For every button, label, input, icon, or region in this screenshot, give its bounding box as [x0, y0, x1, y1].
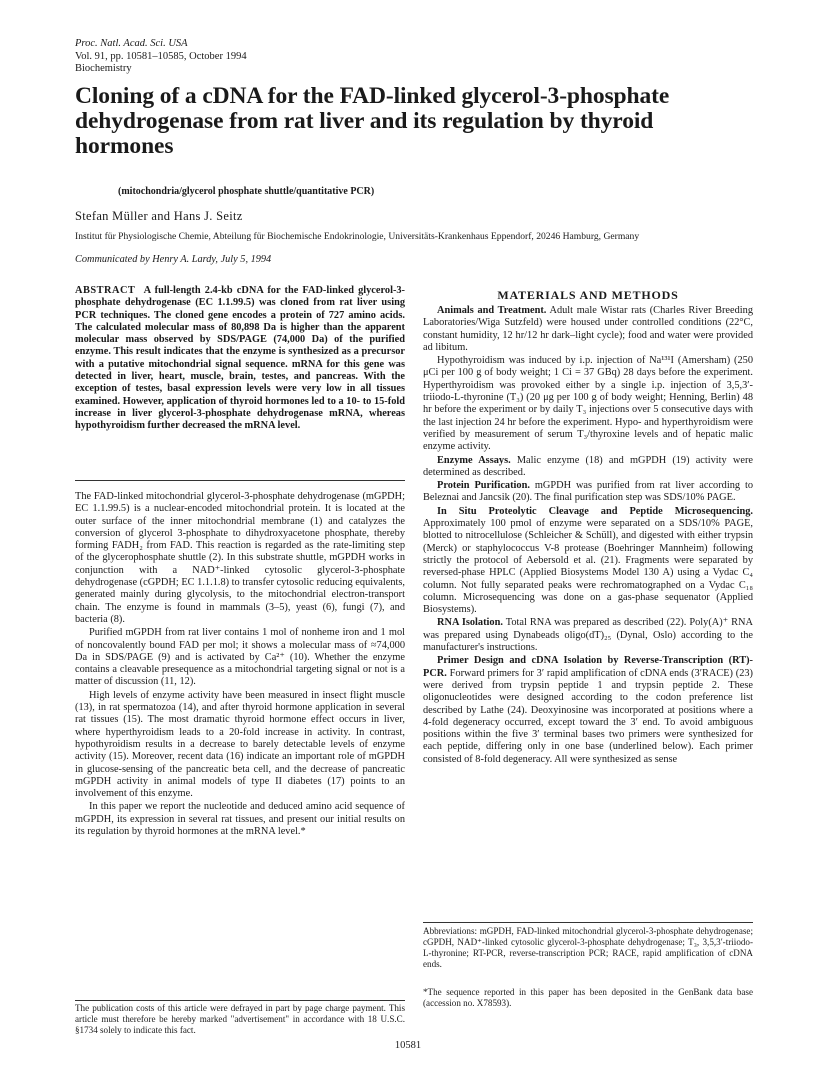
page-number: 10581 [394, 1040, 422, 1051]
authors: Stefan Müller and Hans J. Seitz [75, 209, 243, 223]
affiliation: Institut für Physiologische Chemie, Abteilung für Biochemische Endokrinologie, Universitäts-Krankenhaus Eppendorf, 20246 Hamburg, Germany [75, 231, 640, 242]
journal-header [75, 38, 247, 76]
intro-paragraph: In this paper we report the nucleotide and deduced amino acid sequence of mGPDH, its expression in several rat tissues, and present our initial results on its regulation by thyroid hormones at the mRNA level.* [75, 801, 405, 838]
sequence-footnote: *The sequence reported in this paper has been deposited in the GenBank data base (accession no. X78593). [423, 987, 753, 1008]
journal-citation: Vol. 91, pp. 10581–10585, October 1994 [75, 50, 247, 62]
journal-section: Biochemistry [75, 63, 132, 74]
paragraph-heading: Primer Design and cDNA Isolation by Reverse-Transcription (RT)-PCR. [423, 655, 753, 679]
methods-paragraph: Enzyme Assays. Malic enzyme (18) and mGPDH (19) activity were determined as described. [423, 454, 753, 478]
paragraph-heading: Enzyme Assays. [437, 454, 511, 466]
abstract [75, 285, 405, 433]
journal-name: Proc. Natl. Acad. Sci. USA [75, 38, 188, 49]
introduction [75, 491, 405, 839]
abstract-label: ABSTRACT [75, 285, 136, 296]
abbreviations-footnote: Abbreviations: mGPDH, FAD-linked mitochondrial glycerol-3-phosphate dehydrogenase; cGPDH, NAD⁺-linked cytosolic glycerol-3-phosphate dehydrogenase; T₃, 3,5,3′-triiodo-L-thyronine; RT-PCR, reverse-transcription PCR; RACE, rapid amplification of cDNA ends. [423, 926, 753, 969]
methods-body [423, 305, 753, 767]
methods-heading: MATERIALS AND METHODS [497, 288, 679, 302]
article-title: Cloning of a cDNA for the FAD-linked glycerol-3-phosphate dehydrogenase from rat liver and its regulation by thyroid hormones [75, 83, 670, 159]
paragraph-heading: In Situ Proteolytic Cleavage and Peptide Microsequencing. [437, 505, 753, 517]
paragraph-heading: RNA Isolation. [437, 617, 503, 629]
methods-paragraph: Primer Design and cDNA Isolation by Reverse-Transcription (RT)-PCR. Forward primers for 3′ rapid amplification of cDNA ends (3′RACE) (23) were derived from trypsin peptide 1 and trypsin peptide 2. These oligonucleotides were designed according to the codon preference list described by Lathe (24). Deoxyinosine was incorporated at positions where a 4-fold degeneracy occurred, except toward the 3′ end. To avoid ambiguous positions within the five 3′ terminal bases two primers were synthesized for each peptide, differing only in one base (underlined below). Each primer consisted of 8-fold degeneracy. All were synthesized as sense [423, 655, 753, 765]
abstract-divider [75, 480, 405, 481]
intro-paragraph: The FAD-linked mitochondrial glycerol-3-phosphate dehydrogenase (mGPDH; EC 1.1.99.5) is a nuclear-encoded mitochondrial protein. It is located at the outer surface of the inner mitochondrial membrane (1) and catalyzes the conversion of glycerol 3-phosphate to dihydroxyacetone phosphate, thereby forming FADH₂ from FAD. This reaction is regarded as the rate-limiting step of the glycerophosphate shuttle (2). In this substrate shuttle, mGPDH works in conjunction with a NAD⁺-linked cytosolic glycerol-3-phosphate dehydrogenase (cGPDH; EC 1.1.1.8) to transfer cytosolic reducing equivalents, generated mainly during glycolysis, to the mitochondrial electron-transport chain. The enzyme is found in mammals (3–5), yeast (6), fungi (7), and bacteria (8). [75, 491, 405, 625]
paragraph-heading: Protein Purification. [437, 480, 530, 492]
intro-paragraph: High levels of enzyme activity have been measured in insect flight muscle (13), in rat spermatozoa (14), and after thyroid hormone application in several rat tissues (15). The most dramatic thyroid hormone effect occurs in liver, where hyperthyroidism leads to a 20-fold increase in activity. In contrast, hypothyroidism results in a decrease to barely detectable levels of enzyme activity (15). Moreover, recent data (16) indicate an important role of mGPDH in glucose-sensing of the pancreatic beta cell, and the decrease of pancreatic mGPDH activity in animal models of type II diabetes (17) points to an involvement of this enzyme. [75, 689, 405, 800]
methods-paragraph: Hypothyroidism was induced by i.p. injection of Na¹³¹I (Amersham) (250 μCi per 100 g of body weight; 1 Ci = 37 GBq) 28 days before the experiment. Hyperthyroidism was provoked either by a single i.p. injection of 3,5,3′-triiodo-L-thyronine (T₃) (20 μg per 100 g of body weight; Henning, Berlin) 48 hr before the experiment or by daily T₃ injections over 5 consecutive days with the last injection 24 hr before the experiment. Hypo- and hyperthyroidism were verified by measurement of serum T₃/thyroxine levels and of hepatic malic enzyme activity. [423, 355, 753, 453]
communicated-by: Communicated by Henry A. Lardy, July 5, 1994 [75, 254, 272, 265]
footnote-divider-right [423, 922, 753, 923]
footnote-divider [75, 1000, 405, 1001]
methods-paragraph: Animals and Treatment. Adult male Wistar rats (Charles River Breeding Laboratories/Wiga Sutzfeld) were housed under controlled conditions (22°C, constant humidity, 12 hr/12 hr dark–light cycle); food and water were provided ad libitum. [423, 305, 753, 353]
intro-paragraph: Purified mGPDH from rat liver contains 1 mol of nonheme iron and 1 mol of noncovalently bound FAD per mol; it shows a molecular mass of ≈74,000 Da in SDS/PAGE (9) and is activated by Ca²⁺ (10). Whether the enzyme contains a cleavable presequence as a mitochondrial targeting signal or not is a matter of discussion (11, 12). [75, 627, 405, 688]
publication-cost-note: The publication costs of this article were defrayed in part by page charge payment. This article must therefore be hereby marked "advertisement" in accordance with 18 U.S.C. §1734 solely to indicate this fact. [75, 1003, 405, 1035]
methods-paragraph: RNA Isolation. Total RNA was prepared as described (22). Poly(A)⁺ RNA was prepared using Dynabeads oligo(dT)₂₅ (Dynal, Oslo) according to the manufacturer's instructions. [423, 617, 753, 654]
abstract-text: A full-length 2.4-kb cDNA for the FAD-linked glycerol-3-phosphate dehydrogenase (EC 1.1.99.5) was cloned from rat liver using PCR techniques. The cloned gene encodes a protein of 727 amino acids. The calculated molecular mass of 80,898 Da is higher than the apparent molecular mass observed by SDS/PAGE (74,000 Da) of the purified enzyme. This result indicates that the enzyme is synthesized as a precursor with a putative mitochondrial signal sequence. mRNA for this gene was detected in liver, heart, muscle, brain, testes, and pancreas. With the exception of testes, basal expression levels were very low in all tissues examined. However, application of thyroid hormones led to a 10- to 15-fold increase in liver glycerol-3-phosphate dehydrogenase mRNA, whereas hypothyroidism further decreased the mRNA level. [75, 285, 406, 432]
methods-paragraph: In Situ Proteolytic Cleavage and Peptide Microsequencing. Approximately 100 pmol of enzyme were separated on a SDS/10% PAGE, blotted to nitrocellulose (Schleicher & Schüll), and digested with either trypsin (Merck) or staphylococcus V-8 protease (Boehringer Mannheim) following strictly the protocol of Aebersold et al. (21). Fragments were separated by reversed-phase HPLC (Applied Biosystems Model 130 A) using a Vydac C₄ column. Not fully separated peaks were rechromatographed on a Vydac C₁₈ column. Microsequencing was done on a gas-phase sequenator (Applied Biosystems). [423, 505, 753, 616]
methods-paragraph: Protein Purification. mGPDH was purified from rat liver according to Beleznai and Jancsik (20). The final purification step was SDS/10% PAGE. [423, 480, 753, 504]
paragraph-heading: Animals and Treatment. [437, 305, 547, 316]
keywords: (mitochondria/glycerol phosphate shuttle/quantitative PCR) [118, 186, 375, 197]
